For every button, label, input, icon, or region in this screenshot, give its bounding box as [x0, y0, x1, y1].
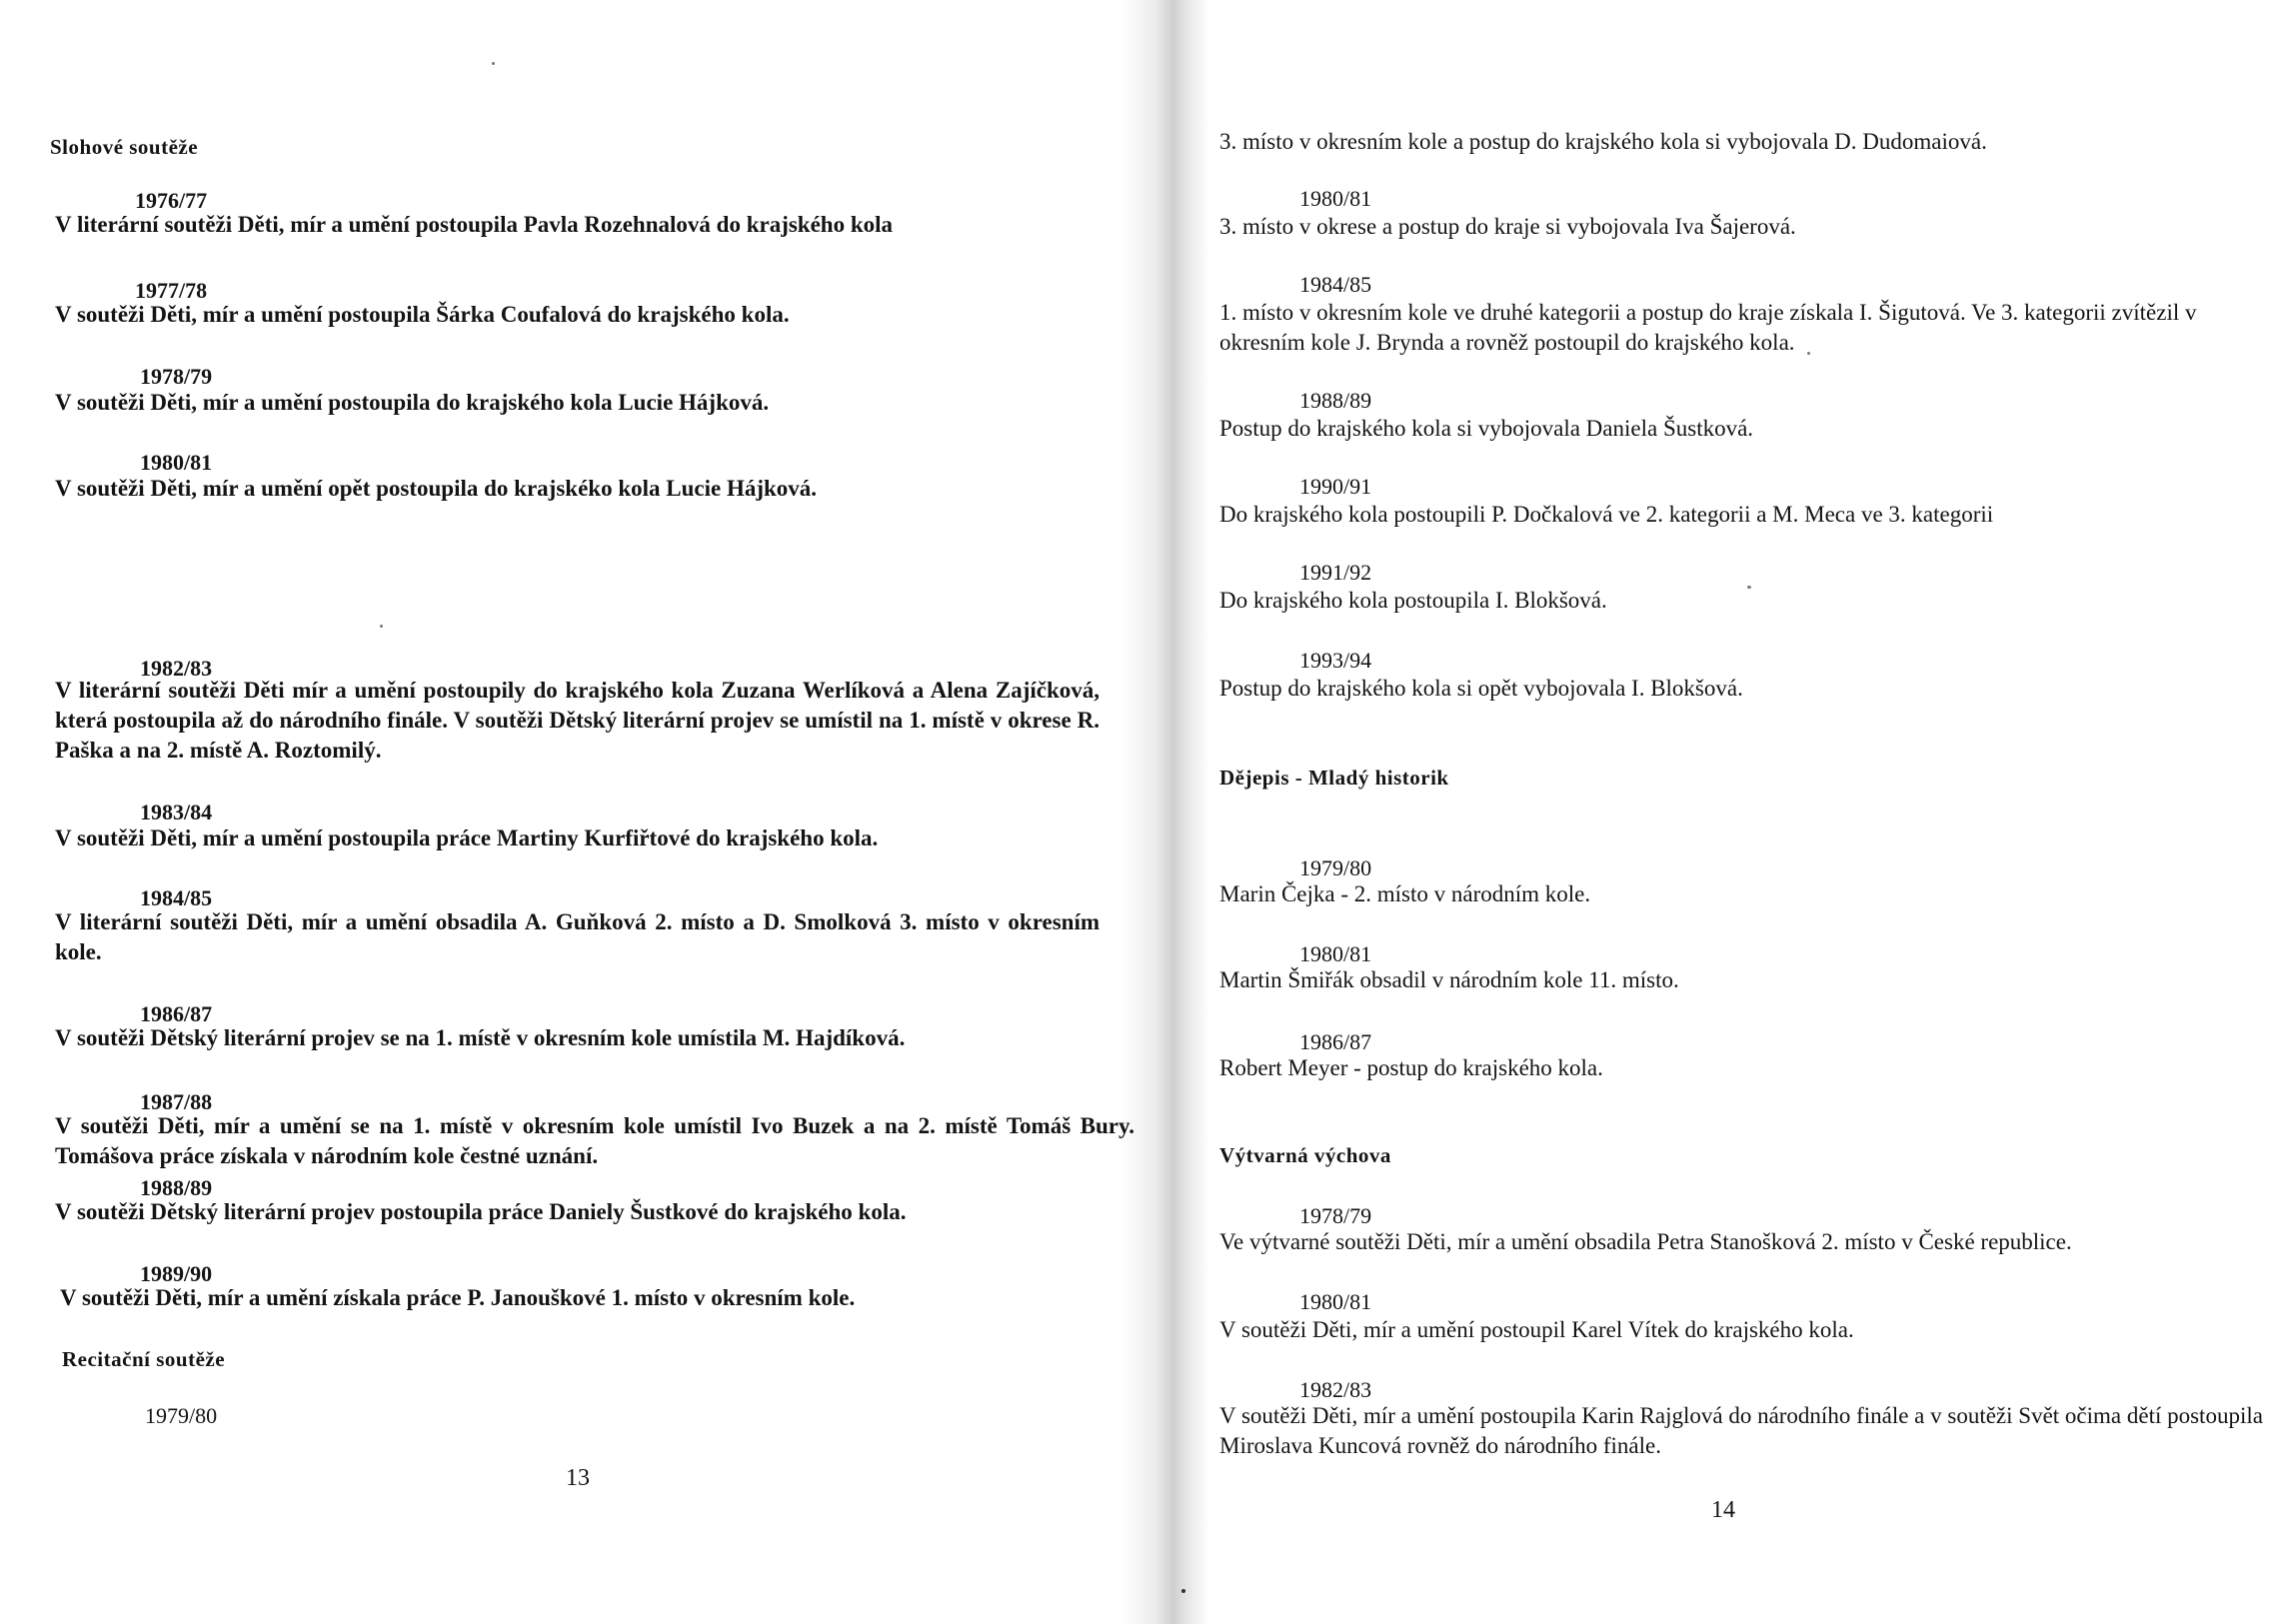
scan-speck [1181, 1589, 1185, 1593]
entry-text: 1. místo v okresním kole ve druhé kategorii a postup do kraje získala I. Šigutová. Ve 3. kategorii zvítězil v okresním kole J. Brynda a rovněž postoupil do krajského kola. [1219, 300, 2197, 355]
entry-year: 1978/79 [140, 364, 213, 389]
entry-year: 1984/85 [1299, 272, 1372, 297]
scan-speck [1747, 586, 1751, 589]
entry-text: V soutěži Dětský literární projev postoupila práce Daniely Šustkové do krajského kola. [55, 1199, 907, 1224]
section-heading-slohove: Slohové soutěže [50, 135, 199, 159]
entry-text: Ve výtvarné soutěži Děti, mír a umění obsadila Petra Stanošková 2. místo v České republice. [1219, 1229, 2072, 1254]
entry-year: 1982/83 [1299, 1377, 1372, 1402]
entry-text: Marin Čejka - 2. místo v národním kole. [1219, 881, 1591, 906]
scan-speck [1807, 352, 1810, 355]
entry-year: 1990/91 [1299, 474, 1372, 499]
entry-text: Do krajského kola postoupili P. Dočkalová ve 2. kategorii a M. Meca ve 3. kategorii [1219, 502, 1994, 527]
entry-year: 1987/88 [140, 1089, 213, 1114]
scan-speck [380, 625, 383, 628]
entry-text: V soutěži Děti, mír a umění postoupila do krajského kola Lucie Hájková. [55, 390, 770, 415]
entry-text: V literární soutěži Děti, mír a umění postoupila Pavla Rozehnalová do krajského kola [55, 212, 894, 237]
entry-year: 1991/92 [1299, 560, 1372, 585]
entry-text: Postup do krajského kola si opět vybojovala I. Blokšová. [1219, 676, 1743, 701]
entry-text: Do krajského kola postoupila I. Blokšová. [1219, 588, 1607, 613]
entry-year: 1986/87 [140, 1001, 213, 1026]
entry-year: 1983/84 [140, 800, 213, 824]
entry-year: 1989/90 [140, 1261, 213, 1286]
entry-year: 1979/80 [1299, 855, 1372, 880]
entry-year: 1979/80 [145, 1403, 218, 1428]
entry-text: Martin Šmiřák obsadil v národním kole 11. místo. [1219, 967, 1679, 992]
entry-year: 1988/89 [140, 1175, 213, 1200]
entry-text: Robert Meyer - postup do krajského kola. [1219, 1055, 1603, 1080]
entry-year: 1977/78 [135, 278, 208, 303]
entry-text: V soutěži Děti, mír a umění postoupila Karin Rajglová do národního finále a v soutěži Svět očima dětí postoupila Miroslava Kuncová rovněž do národního finále. [1219, 1403, 2263, 1458]
section-heading-recitacni: Recitační soutěže [62, 1347, 226, 1371]
entry-text: V soutěži Děti, mír a umění postoupila Šárka Coufalová do krajského kola. [55, 302, 790, 327]
right-page [1194, 0, 2293, 1624]
entry-year: 1980/81 [1299, 941, 1372, 966]
entry-year: 1984/85 [140, 885, 213, 910]
entry-year: 1993/94 [1299, 648, 1372, 673]
scan-speck [492, 62, 495, 65]
entry-text: V literární soutěži Děti mír a umění postoupily do krajského kola Zuzana Werlíková a Alena Zajíčková, která postoupila až do národního finále. V soutěži Dětský literární projev se umístil na 1. místě v okrese R. Paška a na 2. místě A. Roztomilý. [55, 678, 1100, 763]
section-heading-vytvarna: Výtvarná výchova [1219, 1143, 1391, 1167]
entry-text: V soutěži Dětský literární projev se na 1. místě v okresním kole umístila M. Hajdíková. [55, 1025, 906, 1050]
entry-year: 1988/89 [1299, 388, 1372, 413]
entry-year: 1980/81 [1299, 186, 1372, 211]
entry-year: 1976/77 [135, 188, 208, 213]
page-number: 14 [1711, 1497, 1735, 1523]
entry-year: 1980/81 [1299, 1289, 1372, 1314]
entry-year: 1986/87 [1299, 1029, 1372, 1054]
entry-text: V soutěži Děti, mír a umění získala práce P. Janouškové 1. místo v okresním kole. [60, 1285, 856, 1310]
entry-text: 3. místo v okresním kole a postup do krajského kola si vybojovala D. Dudomaiová. [1219, 129, 1987, 154]
entry-text: V soutěži Děti, mír a umění opět postoupila do krajskéko kola Lucie Hájková. [55, 476, 818, 501]
entry-year: 1980/81 [140, 450, 213, 475]
entry-text: 3. místo v okrese a postup do kraje si vybojovala Iva Šajerová. [1219, 214, 1796, 239]
page-number: 13 [566, 1465, 590, 1491]
entry-text: V soutěži Děti, mír a umění postoupila práce Martiny Kurfiřtové do krajského kola. [55, 825, 879, 850]
entry-text: Postup do krajského kola si vybojovala Daniela Šustková. [1219, 416, 1754, 441]
entry-year: 1978/79 [1299, 1203, 1372, 1228]
section-heading-dejepis: Dějepis - Mladý historik [1219, 766, 1449, 790]
entry-text: V soutěži Děti, mír a umění postoupil Karel Vítek do krajského kola. [1219, 1317, 1854, 1342]
entry-text: V soutěži Děti, mír a umění se na 1. místě v okresním kole umístil Ivo Buzek a na 2. místě Tomáš Bury. Tomášova práce získala v národním kole čestné uznání. [55, 1113, 1135, 1168]
entry-text: V literární soutěži Děti, mír a umění obsadila A. Guňková 2. místo a D. Smolková 3. místo v okresním kole. [55, 909, 1100, 964]
entry-year: 1982/83 [140, 656, 213, 681]
